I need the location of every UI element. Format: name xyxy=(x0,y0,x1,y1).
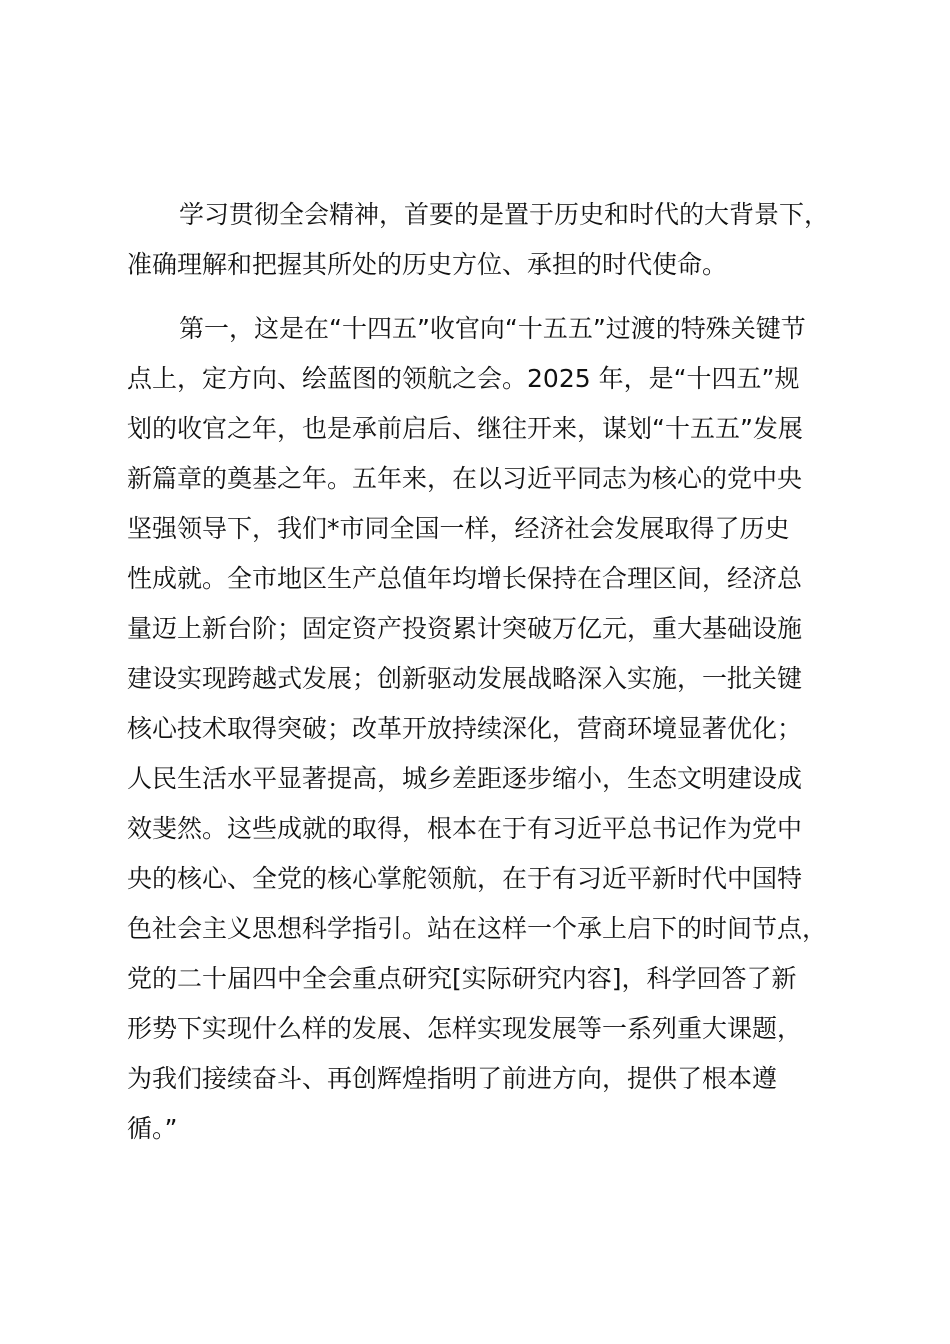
text-line: 量迈上新台阶；固定资产投资累计突破万亿元，重大基础设施 xyxy=(127,614,803,643)
text-line: 人民生活水平显著提高，城乡差距逐步缩小，生态文明建设成 xyxy=(127,764,803,793)
document-body xyxy=(127,190,830,1154)
paragraph-intro xyxy=(127,190,830,290)
text-line: 循。” xyxy=(127,1114,178,1143)
text-line: 点上，定方向、绘蓝图的领航之会。2025 年，是“十四五”规 xyxy=(127,364,800,393)
text-line: 准确理解和把握其所处的历史方位、承担的时代使命。 xyxy=(127,250,728,279)
text-line: 形势下实现什么样的发展、怎样实现发展等一系列重大课题， xyxy=(127,1014,803,1043)
text-line: 划的收官之年，也是承前启后、继往开来，谋划“十五五”发展 xyxy=(127,414,803,443)
text-line: 色社会主义思想科学指引。站在这样一个承上启下的时间节点， xyxy=(127,914,828,943)
text-line: 建设实现跨越式发展；创新驱动发展战略深入实施，一批关键 xyxy=(127,664,803,693)
text-line: 新篇章的奠基之年。五年来，在以习近平同志为核心的党中央 xyxy=(127,464,803,493)
text-line: 党的二十届四中全会重点研究[实际研究内容]，科学回答了新 xyxy=(127,964,797,993)
text-line: 央的核心、全党的核心掌舵领航，在于有习近平新时代中国特 xyxy=(127,864,803,893)
text-line: 坚强领导下，我们*市同全国一样，经济社会发展取得了历史 xyxy=(127,514,790,543)
text-line: 第一，这是在“十四五”收官向“十五五”过渡的特殊关键节 xyxy=(179,314,806,343)
paragraph-first-point xyxy=(127,304,827,1154)
text-line: 效斐然。这些成就的取得，根本在于有习近平总书记作为党中 xyxy=(127,814,803,843)
text-line: 性成就。全市地区生产总值年均增长保持在合理区间，经济总 xyxy=(127,564,803,593)
text-line: 学习贯彻全会精神，首要的是置于历史和时代的大背景下， xyxy=(179,200,830,229)
text-line: 为我们接续奋斗、再创辉煌指明了前进方向，提供了根本遵 xyxy=(127,1064,778,1093)
text-line: 核心技术取得突破；改革开放持续深化，营商环境显著优化； xyxy=(127,714,803,743)
paragraph-spacer xyxy=(127,290,827,304)
